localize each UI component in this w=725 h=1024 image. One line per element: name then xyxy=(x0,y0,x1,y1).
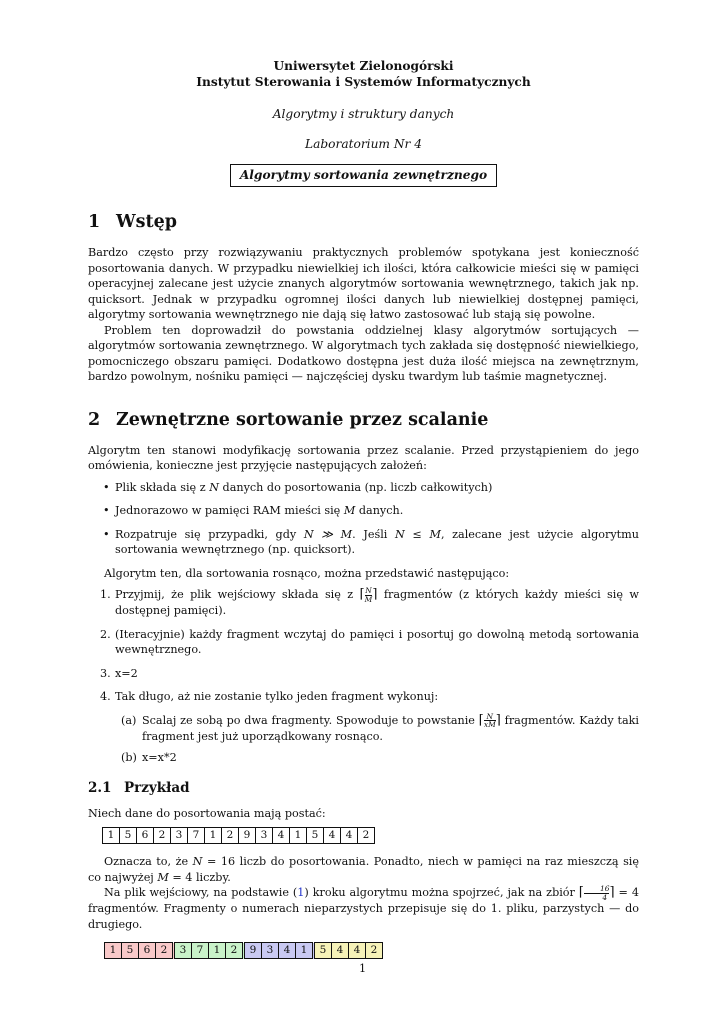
fragment-cell: 4 xyxy=(279,943,296,959)
array-cell: 1 xyxy=(290,828,307,844)
fragment-cell: 1 xyxy=(105,943,122,959)
array-cell: 4 xyxy=(324,828,341,844)
sub-steps xyxy=(115,713,639,766)
fragment-cell: 2 xyxy=(156,943,174,959)
array-cell: 4 xyxy=(341,828,358,844)
array-cell: 4 xyxy=(273,828,290,844)
fraction: $\frac{N}{M}$ xyxy=(364,586,373,604)
array-cell: 6 xyxy=(137,828,154,844)
course-name: Algorytmy i struktury danych xyxy=(272,107,455,121)
fragment-cell: 2 xyxy=(366,943,383,959)
list-item: 2. (Iteracyjnie) każdy fragment wczytaj do pamięci i posortuj go dowolną metodą sortowania wewnętrznego. xyxy=(100,627,639,656)
fragment-cell: 5 xyxy=(314,943,332,959)
section-2-heading: 2 Zewnętrzne sortowanie przez scalanie xyxy=(88,409,489,430)
example-paragraph-2: Na plik wejściowy, na podstawie (1) kroku algorytmu można spojrzeć, jak na zbiór ⌈ $\frac{16}{4}$ ⌉ = 4 fragmentów. Fragmenty o numerach nieparzystych przepisuje się do 1. pliku, parzystych — do drugiego. xyxy=(88,884,639,931)
array-cell: 7 xyxy=(188,828,205,844)
section-1-heading: 1 Wstęp xyxy=(88,212,177,232)
fragment-cell: 6 xyxy=(139,943,156,959)
array-cell: 5 xyxy=(120,828,137,844)
fragment-cell: 4 xyxy=(349,943,366,959)
fragment-cell: 3 xyxy=(262,943,279,959)
example-intro: Niech dane do posortowania mają postać: xyxy=(88,806,326,820)
fragment-cell: 9 xyxy=(244,943,262,959)
section-2-intro: Algorytm ten stanowi modyfikację sortowania przez scalanie. Przed przystąpieniem do jego omówienia, konieczne jest przyjęcie następujących założeń: xyxy=(88,443,639,472)
step-reference-link[interactable]: 1 xyxy=(297,886,305,899)
array-cell: 2 xyxy=(222,828,239,844)
fragmented-array xyxy=(104,942,383,959)
page xyxy=(88,58,639,959)
algorithm-steps xyxy=(88,587,639,766)
array-cell: 2 xyxy=(154,828,171,844)
fragment-cell: 5 xyxy=(122,943,139,959)
section-1-paragraph-2: Problem ten doprowadził do powstania oddzielnej klasy algorytmów sortujących — algorytmów sortowania zewnętrznego. W algorytmach tych zakłada się dostępność niewielkiego, pomocniczego obszaru pamięci. Dodatkowo dostępna jest duża ilość miejsca na zewnętrznym, bardzo powolnym, nośniku pamięci — najczęściej dysku twardym lub taśmie magnetycznej. xyxy=(88,323,639,383)
array-cell: 1 xyxy=(103,828,120,844)
fragment-cell: 1 xyxy=(296,943,314,959)
input-array xyxy=(102,827,375,844)
section-2-1-heading: 2.1 Przykład xyxy=(88,779,190,796)
array-cell: 3 xyxy=(171,828,188,844)
list-item: • Rozpatruje się przypadki, gdy N ≫ M. Jeśli N ≤ M, zalecane jest użycie algorytmu sortowania wewnętrznego (np. quicksort). xyxy=(103,527,639,556)
list-item: (b) x=x*2 xyxy=(121,751,177,764)
page-number: 1 xyxy=(358,962,367,975)
list-item: 1. Przyjmij, że plik wejściowy składa się z ⌈ $\frac{N}{M}$ ⌉ fragmentów (z których każdy mieści się w dostępnej pamięci). xyxy=(100,586,639,617)
list-item: (a) Scalaj ze sobą po dwa fragmenty. Spowoduje to powstanie ⌈ $\frac{N}{xM}$ ⌉ fragmentów. Każdy taki fragment jest już uporządkowany rosnąco. xyxy=(121,711,640,743)
document-title: Algorytmy sortowania zewnętrznego xyxy=(230,164,497,187)
example-paragraph-1: Oznacza to, że N = 16 liczb do posortowania. Ponadto, niech w pamięci na raz mieszczą się co najwyżej M = 4 liczby. xyxy=(88,855,640,884)
institute-name: Instytut Sterowania i Systemów Informatycznych xyxy=(196,75,531,89)
fragment-cell: 2 xyxy=(226,943,244,959)
list-item: 4. Tak długo, aż nie zostanie tylko jeden fragment wykonuj: (a) Scalaj ze sobą po dwa fragmenty. Spowoduje to powstanie ⌈ $\frac{N}{xM}$ ⌉ fragmentów. Każdy taki fragment jest już uporządkowany rosnąco. (b) x=x*2 xyxy=(100,690,640,764)
array-cell: 2 xyxy=(358,828,375,844)
array-cell: 9 xyxy=(239,828,256,844)
university-name: Uniwersytet Zielonogórski xyxy=(273,59,454,73)
fragment-cell: 1 xyxy=(209,943,226,959)
fragment-cell: 3 xyxy=(174,943,192,959)
list-item: 3. x=2 xyxy=(100,666,138,680)
array-cell: 5 xyxy=(307,828,324,844)
assumptions-list xyxy=(88,480,639,558)
fragment-cell: 4 xyxy=(332,943,349,959)
algorithm-intro: Algorytm ten, dla sortowania rosnąco, można przedstawić następująco: xyxy=(104,566,510,580)
fragment-cell: 7 xyxy=(192,943,209,959)
fraction: $\frac{N}{xM}$ xyxy=(483,711,496,729)
list-item: • Plik składa się z N danych do posortowania (np. liczb całkowitych) xyxy=(103,480,493,494)
section-1-paragraph-1: Bardzo często przy rozwiązywaniu praktycznych problemów spotykana jest konieczność posortowania danych. W przypadku niewielkiej ich ilości, która całkowicie mieści się w pamięci operacyjnej zalecane jest użycie znanych algorytmów sortowania wewnętrznego, takich jak np. quicksort. Jednak w przypadku ogromnej ilości danych lub niewielkiej dostępnej pamięci, algorytmy sortowania wewnętrznego nie dają się łatwo zastosować lub stają się powolne. xyxy=(88,246,639,321)
array-cell: 3 xyxy=(256,828,273,844)
list-item: • Jednorazowo w pamięci RAM mieści się M danych. xyxy=(103,504,404,517)
fraction: $\frac{16}{4}$ xyxy=(584,885,610,901)
array-cell: 1 xyxy=(205,828,222,844)
lab-number: Laboratorium Nr 4 xyxy=(305,136,422,151)
